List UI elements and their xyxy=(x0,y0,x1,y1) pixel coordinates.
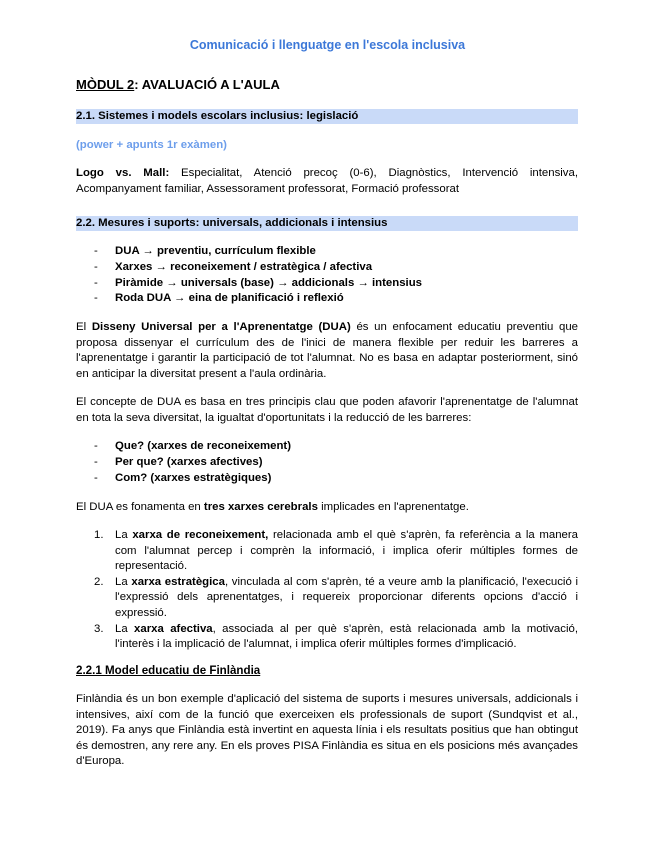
text-run: La xyxy=(115,529,133,541)
list-item: - Que? (xarxes de reconeixement) xyxy=(94,439,291,455)
list-number: 3. xyxy=(94,622,104,635)
list-item xyxy=(94,575,578,622)
dua-term: Disseny Universal per a l'Aprenentatge (DUA) xyxy=(91,321,351,333)
list-item: - DUA → preventiu, currículum flexible xyxy=(94,244,422,260)
logo-vs-mall-text: Especialitat, Atenció precoç (0-6), Diagnòstics, Intervenció intensiva, Acompanyament familiar, Assessorament professorat, Formació professorat xyxy=(76,167,578,195)
text-run: implicades en l'aprenentatge. xyxy=(317,501,469,513)
network-term: xarxa afectiva xyxy=(134,622,213,635)
network-term: xarxa estratègica xyxy=(131,575,225,588)
section-heading-2-2: 2.2. Mesures i suports: universals, addicionals i intensius xyxy=(76,216,578,231)
text-run: , vinculada al com s'aprèn, té a veure amb la planificació, l'execució i l'expressió dels aprenentatges, i requereix proporcionar diferents opcions d'acció i expressió. xyxy=(115,575,578,619)
brain-networks-intro xyxy=(76,500,578,516)
list-item: - Roda DUA → eina de planificació i reflexió xyxy=(94,291,422,307)
logo-vs-mall-label: Logo vs. Mall: xyxy=(76,167,170,179)
list-item: - Xarxes → reconeixement / estratègica / afectiva xyxy=(94,260,422,276)
module-prefix: MÒDUL 2 xyxy=(76,77,135,92)
list-number: 1. xyxy=(94,529,104,541)
summary-bullet-list xyxy=(94,244,422,307)
subsection-heading-2-2-1: 2.2.1 Model educatiu de Finlàndia xyxy=(76,664,261,677)
list-item: - Piràmide → universals (base) → addicionals → intensius xyxy=(94,276,422,292)
principles-bullet-list xyxy=(94,439,291,486)
document-title: Comunicació i llenguatge en l'escola inclusiva xyxy=(189,38,466,52)
finland-paragraph: Finlàndia és un bon exemple d'aplicació del sistema de suports i mesures universals, addicionals i intensives, així com de la funció que exerceixen els professionals de suport (Sundqvist et al., 2019). Fa anys que Finlàndia està invertint en aquesta línia i els resultats positius que han obtingut és demostren, any rere any. En els proves PISA Finlàndia es situa en els posicions més avançades d'Europa. xyxy=(76,693,578,768)
list-item: - Per que? (xarxes afectives) xyxy=(94,455,291,471)
list-item xyxy=(94,528,578,575)
module-name: : AVALUACIÓ A L'AULA xyxy=(134,77,280,92)
text-run: La xyxy=(115,575,132,588)
list-number: 2. xyxy=(94,575,104,588)
text-run: El DUA es fonamenta en xyxy=(76,501,204,513)
text-run: El xyxy=(76,321,92,333)
section-heading-2-1: 2.1. Sistemes i models escolars inclusius: legislació xyxy=(76,109,578,124)
list-item xyxy=(94,622,578,653)
section-note: (power + apunts 1r exàmen) xyxy=(76,139,227,151)
brain-networks-list xyxy=(94,528,578,653)
text-run: La xyxy=(115,622,135,635)
text-run: , associada al per què s'aprèn, està relacionada amb la motivació, l'interès i la implicació de l'alumnat, i implica oferir múltiples formes d'implicació. xyxy=(115,622,578,651)
text-run: és un enfocament educatiu preventiu que proposa dissenyar el currículum des de l'inici de manera flexible per reduir les barreres a l'aprenentatge i garantir la participació de tot l'alumnat. No es basa en adaptar posteriorment, sinó en anticipar la diversitat present a l'aula ordinària. xyxy=(76,321,579,380)
logo-vs-mall-paragraph xyxy=(76,166,578,197)
list-item: - Com? (xarxes estratègiques) xyxy=(94,471,291,487)
module-title xyxy=(76,77,280,92)
dua-definition-paragraph xyxy=(76,320,578,382)
text-run: relacionada amb el què s'aprèn, fa referència a la manera com l'alumnat percep i comprèn la informació, i implica oferir múltiples formes de representació. xyxy=(115,529,578,573)
network-term: xarxa de reconeixement, xyxy=(132,529,269,541)
brain-networks-term: tres xarxes cerebrals xyxy=(203,501,318,513)
dua-principles-paragraph: El concepte de DUA es basa en tres principis clau que poden afavorir l'aprenentatge de l'alumnat en tota la seva diversitat, la igualtat d'oportunitats i la reducció de les barreres: xyxy=(76,396,578,424)
